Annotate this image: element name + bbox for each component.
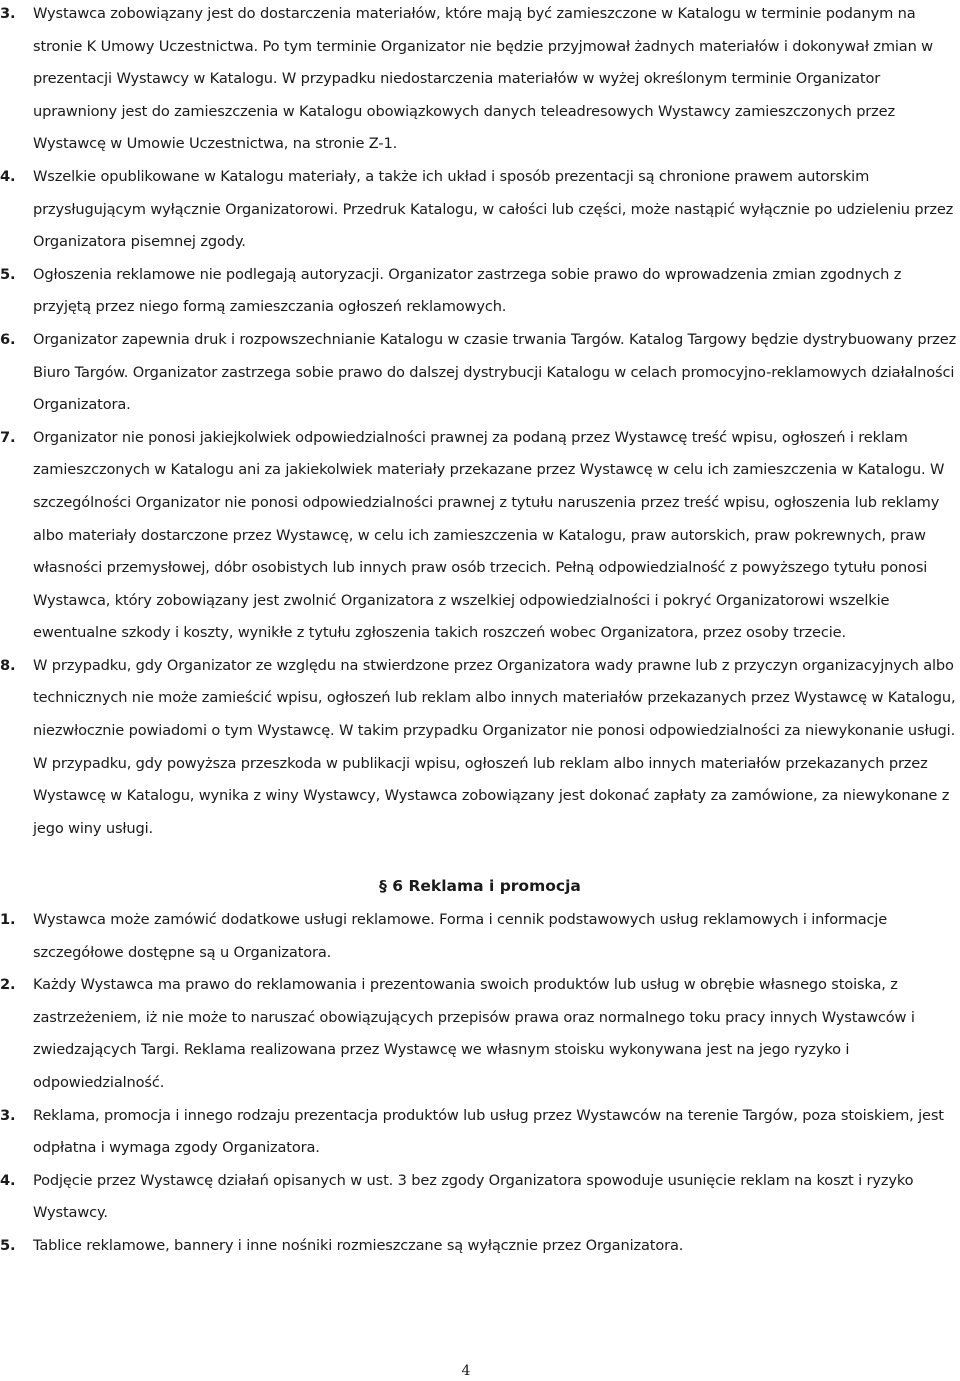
- paragraph-2: [0, 969, 960, 1099]
- paragraph-number: 5.: [0, 265, 16, 283]
- paragraph-text: W przypadku, gdy Organizator ze względu na stwierdzone przez Organizatora wady prawne lub z przyczyn organizacyjnych albo technicznych nie może zamieścić wpisu, ogłoszeń lub reklam albo innych materiałów przekazanych przez Wystawcę w Katalogu, niezwłocznie powiadomi o tym Wystawcę. W takim przypadku Organizator nie ponosi odpowiedzialności za niewykonanie usługi. W przypadku, gdy powyższa przeszkoda w publikacji wpisu, ogłoszeń lub reklam albo innych materiałów przekazanych przez Wystawcę w Katalogu, wynika z winy Wystawcy, Wystawca zobowiązany jest dokonać zapłaty za zamówione, za niewykonane z jego winy usługi.: [33, 656, 956, 837]
- paragraph-3: [0, 0, 960, 161]
- paragraph-text: Tablice reklamowe, bannery i inne nośniki rozmieszczane są wyłącznie przez Organizatora.: [33, 1236, 684, 1254]
- paragraph-number: 8.: [0, 656, 16, 674]
- paragraph-text: Podjęcie przez Wystawcę działań opisanych w ust. 3 bez zgody Organizatora spowoduje usunięcie reklam na koszt i ryzyko Wystawcy.: [33, 1171, 914, 1222]
- section-heading: § 6 Reklama i promocja: [379, 877, 581, 895]
- paragraph-number: 4.: [0, 1171, 16, 1189]
- paragraph-number: 6.: [0, 330, 16, 348]
- paragraph-number: 4.: [0, 167, 16, 185]
- paragraph-text: Wystawca zobowiązany jest do dostarczenia materiałów, które mają być zamieszczone w Katalogu w terminie podanym na stronie K Umowy Uczestnictwa. Po tym terminie Organizator nie będzie przyjmował żadnych materiałów i dokonywał zmian w prezentacji Wystawcy w Katalogu. W przypadku niedostarczenia materiałów w wyżej określonym terminie Organizator uprawniony jest do zamieszczenia w Katalogu obowiązkowych danych teleadresowych Wystawcy zamieszczonych przez Wystawcę w Umowie Uczestnictwa, na stronie Z-1.: [33, 5, 933, 153]
- paragraph-7: [0, 422, 960, 650]
- paragraph-text: Organizator nie ponosi jakiejkolwiek odpowiedzialności prawnej za podaną przez Wystawcę treść wpisu, ogłoszeń i reklam zamieszczonych w Katalogu ani za jakiekolwiek materiały przekazane przez Wystawcę w celu ich zamieszczenia w Katalogu. W szczególności Organizator nie ponosi odpowiedzialności prawnej z tytułu naruszenia przez treść wpisu, ogłoszenia lub reklamy albo materiały dostarczone przez Wystawcę, w celu ich zamieszczenia w Katalogu, praw autorskich, praw pokrewnych, praw własności przemysłowej, dóbr osobistych lub innych praw osób trzecich. Pełną odpowiedzialność z powyższego tytułu ponosi Wystawca, który zobowiązany jest zwolnić Organizatora z wszelkiej odpowiedzialności i pokryć Organizatorowi wszelkie ewentualne szkody i koszty, wynikłe z tytułu zgłoszenia takich roszczeń wobec Organizatora, przez osoby trzecie.: [33, 428, 945, 642]
- paragraph-number: 2.: [0, 976, 16, 994]
- paragraph-text: Organizator zapewnia druk i rozpowszechnianie Katalogu w czasie trwania Targów. Katalog Targowy będzie dystrybuowany przez Biuro Targów. Organizator zastrzega sobie prawo do dalszej dystrybucji Katalogu w celach promocyjno-reklamowych działalności Organizatora.: [33, 330, 957, 414]
- paragraph-number: 3.: [0, 1106, 16, 1124]
- paragraph-4: [0, 1165, 960, 1230]
- paragraph-number: 7.: [0, 428, 16, 446]
- paragraph-text: Ogłoszenia reklamowe nie podlegają autoryzacji. Organizator zastrzega sobie prawo do wprowadzenia zmian zgodnych z przyjętą przez niego formą zamieszczania ogłoszeń reklamowych.: [33, 265, 902, 316]
- paragraph-text: Wszelkie opublikowane w Katalogu materiały, a także ich układ i sposób prezentacji są chronione prawem autorskim przysługującym wyłącznie Organizatorowi. Przedruk Katalogu, w całości lub części, może nastąpić wyłącznie po udzieleniu przez Organizatora pisemnej zgody.: [33, 167, 954, 251]
- paragraph-5: [0, 259, 960, 324]
- paragraph-4: [0, 161, 960, 259]
- paragraph-number: 3.: [0, 5, 16, 22]
- paragraph-number: 5.: [0, 1236, 16, 1254]
- paragraph-3: [0, 1100, 960, 1165]
- paragraph-text: Każdy Wystawca ma prawo do reklamowania i prezentowania swoich produktów lub usług w obrębie własnego stoiska, z zastrzeżeniem, iż nie może to naruszać obowiązujących przepisów prawa oraz normalnego toku pracy innych Wystawców i zwiedzających Targi. Reklama realizowana przez Wystawcę we własnym stoisku wykonywana jest na jego ryzyko i odpowiedzialność.: [33, 976, 915, 1091]
- paragraph-8: [0, 650, 960, 846]
- advertising-paragraph-list: [0, 904, 960, 1263]
- paragraph-text: Wystawca może zamówić dodatkowe usługi reklamowe. Forma i cennik podstawowych usług reklamowych i informacje szczegółowe dostępne są u Organizatora.: [33, 911, 888, 961]
- paragraph-number: 1.: [0, 911, 16, 928]
- paragraph-5: [0, 1230, 960, 1263]
- paragraph-6: [0, 324, 960, 422]
- paragraph-1: [0, 904, 960, 969]
- paragraph-text: Reklama, promocja i innego rodzaju prezentacja produktów lub usług przez Wystawców na terenie Targów, poza stoiskiem, jest odpłatna i wymaga zgody Organizatora.: [33, 1106, 944, 1157]
- page-number: 4: [461, 1363, 471, 1379]
